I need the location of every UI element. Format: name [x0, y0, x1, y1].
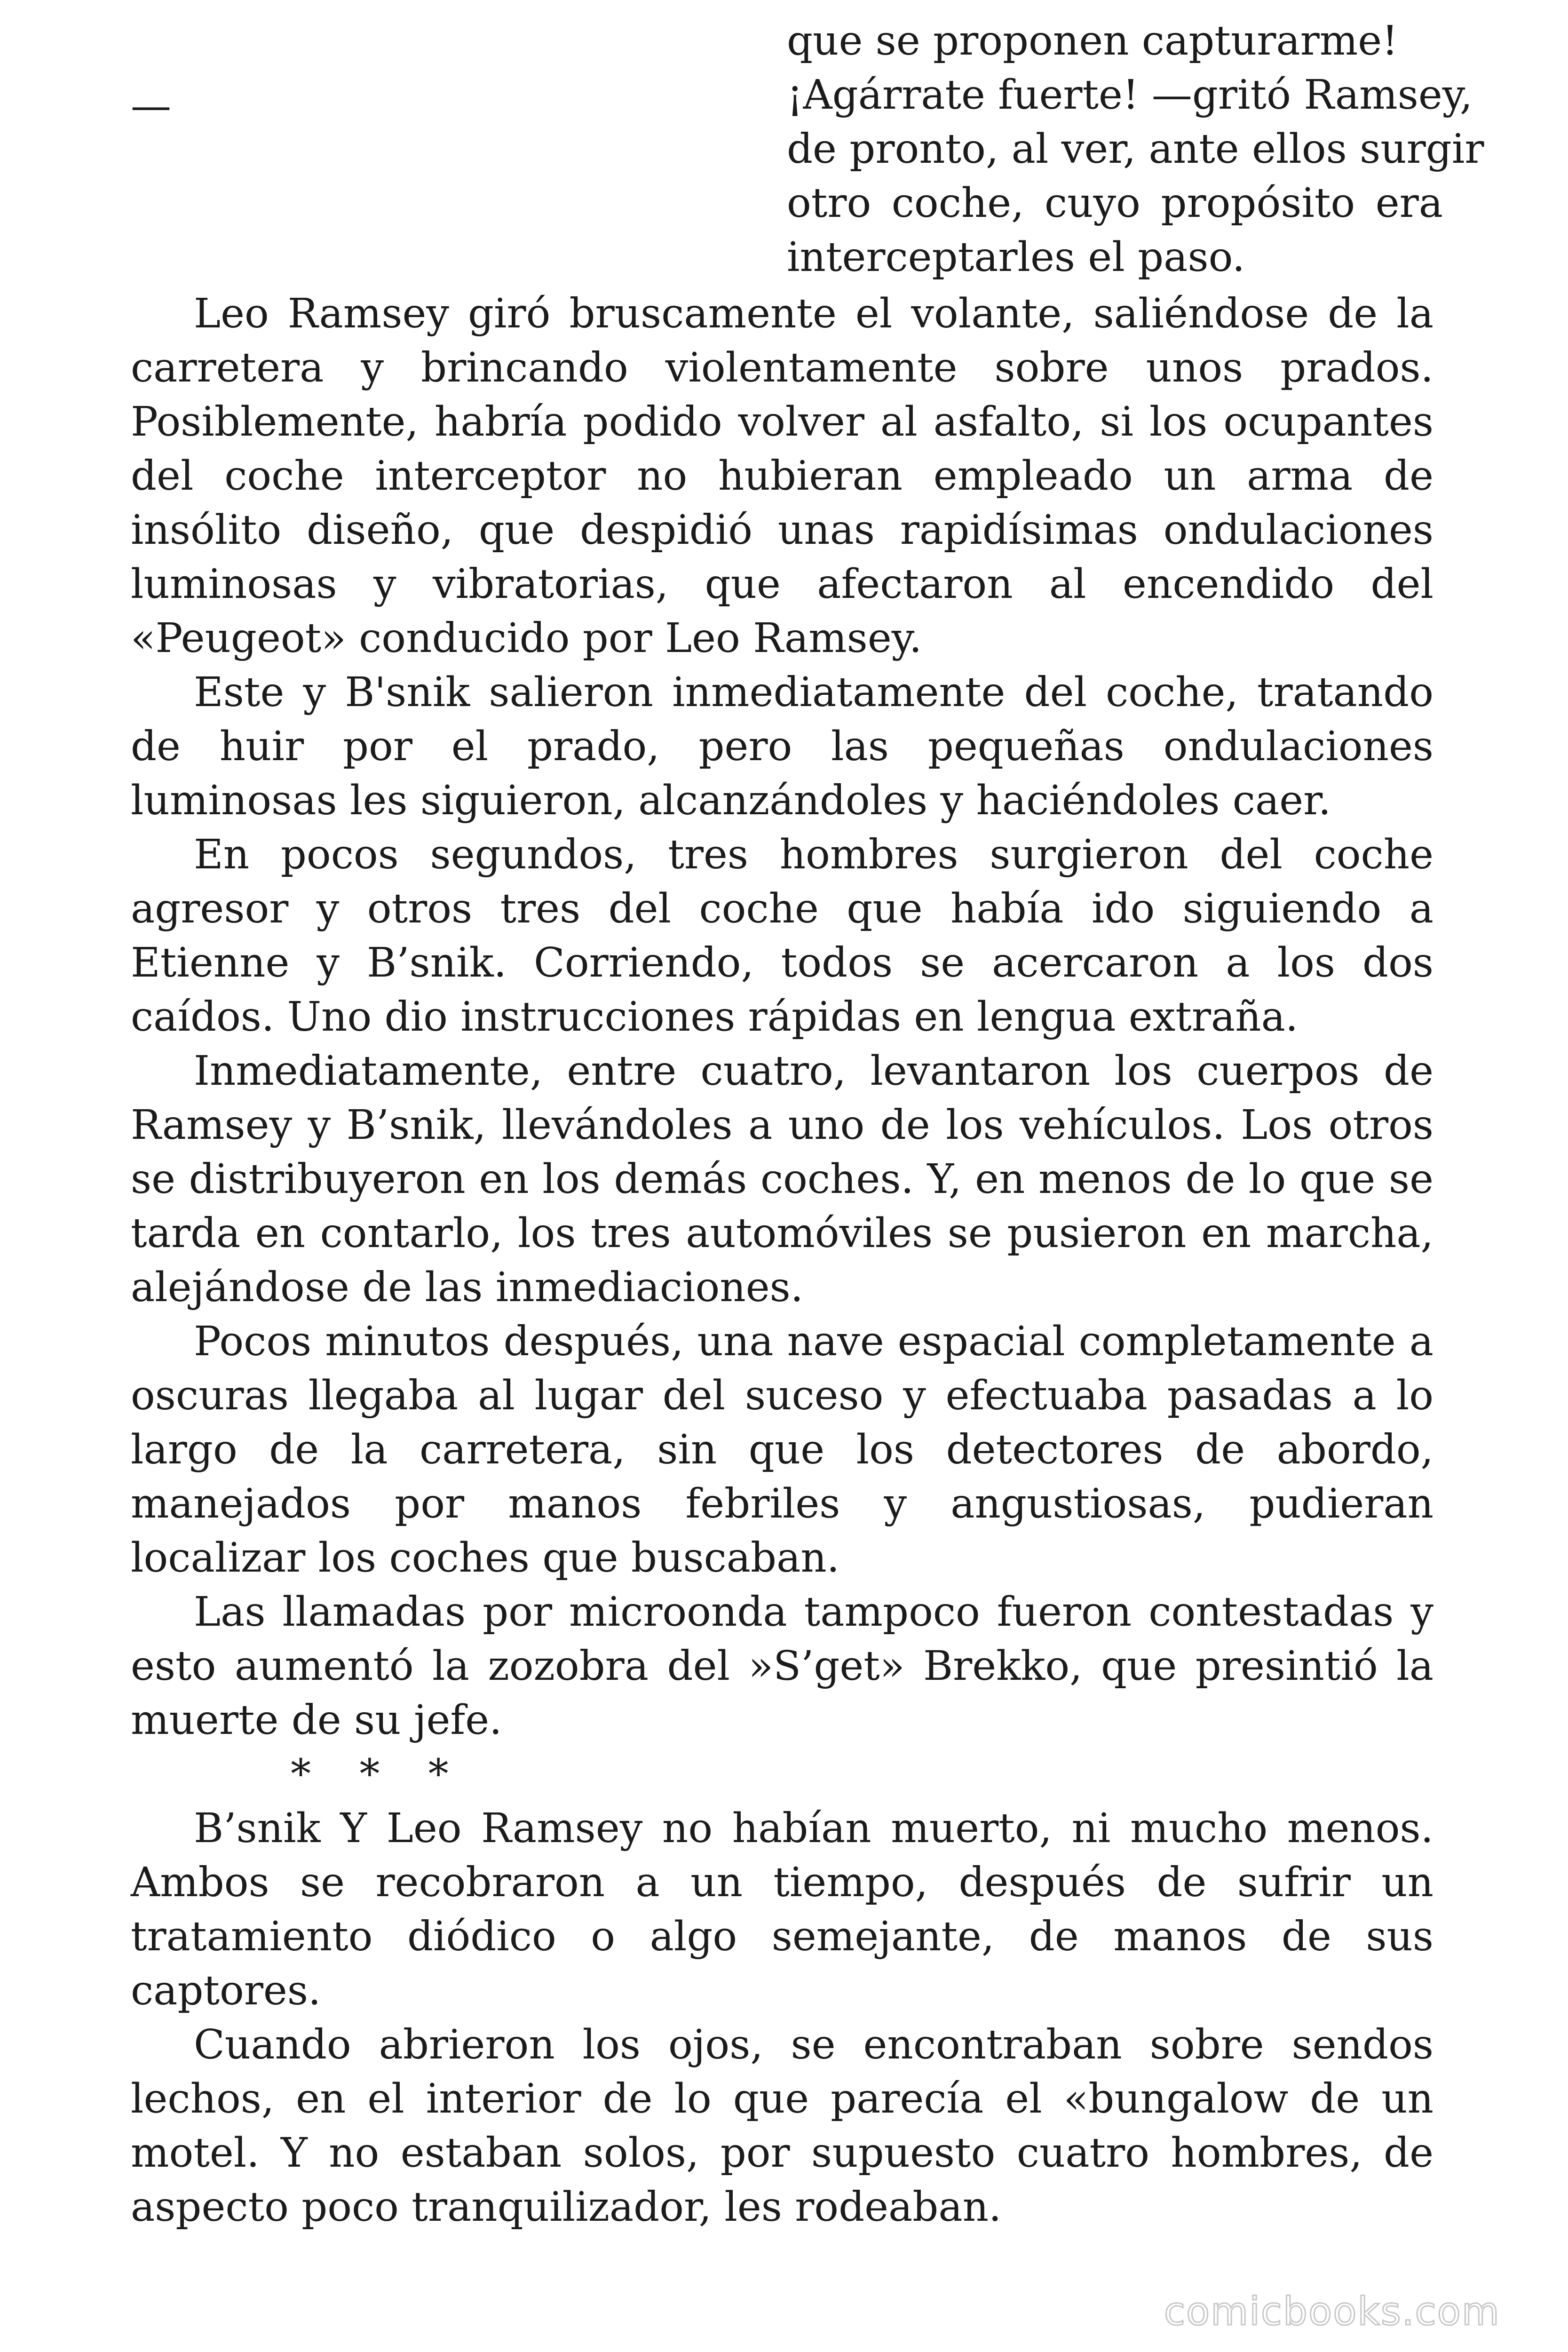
paragraph: Cuando abrieron los ojos, se encontraban sobre sendos lechos, en el interior de lo que parecía el «bungalow de un motel. Y no estaban solos, por supuesto cuatro hombres, de aspecto poco tranquilizador, les rodeaban.	[131, 2021, 1433, 2231]
watermark: comicbooks.com	[1164, 2289, 1500, 2334]
dialogue-block	[131, 14, 1484, 282]
dialogue-dash: —	[131, 82, 171, 129]
paragraph: Pocos minutos después, una nave espacial completamente a oscuras llegaba al lugar del suceso y efectuaba pasadas a lo largo de la carretera, sin que los detectores de abordo, manejados por manos febriles y angustiosas, pudieran localizar los coches que buscaban.	[131, 1318, 1433, 1581]
paragraph: Leo Ramsey giró bruscamente el volante, saliéndose de la carretera y brincando violentamente sobre unos prados. Posiblemente, habría podido volver al asfalto, si los ocupantes del coche interceptor no hubieran empleado un arma de insólito diseño, que despidió unas rapidísimas ondulaciones luminosas y vibratorias, que afectaron al encendido del «Peugeot» conducido por Leo Ramsey.	[131, 290, 1433, 662]
paragraph: Este y B'snik salieron inmediatamente del coche, tratando de huir por el prado, pero las pequeñas ondulaciones luminosas les siguieron, alcanzándoles y haciéndoles caer.	[131, 669, 1433, 824]
dialogue-line: que se proponen capturarme!	[787, 17, 1398, 64]
dialogue-line: interceptarles el paso.	[787, 234, 1245, 281]
dialogue-column	[787, 14, 1484, 285]
dialogue-line: de pronto, al ver, ante ellos surgir	[787, 126, 1484, 173]
paragraph: B’snik Y Leo Ramsey no habían muerto, ni mucho menos. Ambos se recobraron a un tiempo, después de sufrir un tratamiento diódico o algo semejante, de manos de sus captores.	[131, 1805, 1433, 2014]
section-break: * * *	[291, 1751, 467, 1798]
body-text	[131, 287, 1433, 2234]
paragraph: Las llamadas por microonda tampoco fueron contestadas y esto aumentó la zozobra del »S’get» Brekko, que presintió la muerte de su jefe.	[131, 1589, 1433, 1744]
paragraph: En pocos segundos, tres hombres surgieron del coche agresor y otros tres del coche que había ido siguiendo a Etienne y B’snik. Corriendo, todos se acercaron a los dos caídos. Uno dio instrucciones rápidas en lengua extraña.	[131, 831, 1433, 1041]
dialogue-line: otro coche, cuyo propósito era	[787, 180, 1443, 227]
dialogue-line: ¡Agárrate fuerte! —gritó Ramsey,	[787, 72, 1473, 119]
paragraph: Inmediatamente, entre cuatro, levantaron los cuerpos de Ramsey y B’snik, llevándoles a uno de los vehículos. Los otros se distribuyeron en los demás coches. Y, en menos de lo que se tarda en contarlo, los tres automóviles se pusieron en marcha, alejándose de las inmediaciones.	[131, 1048, 1433, 1311]
